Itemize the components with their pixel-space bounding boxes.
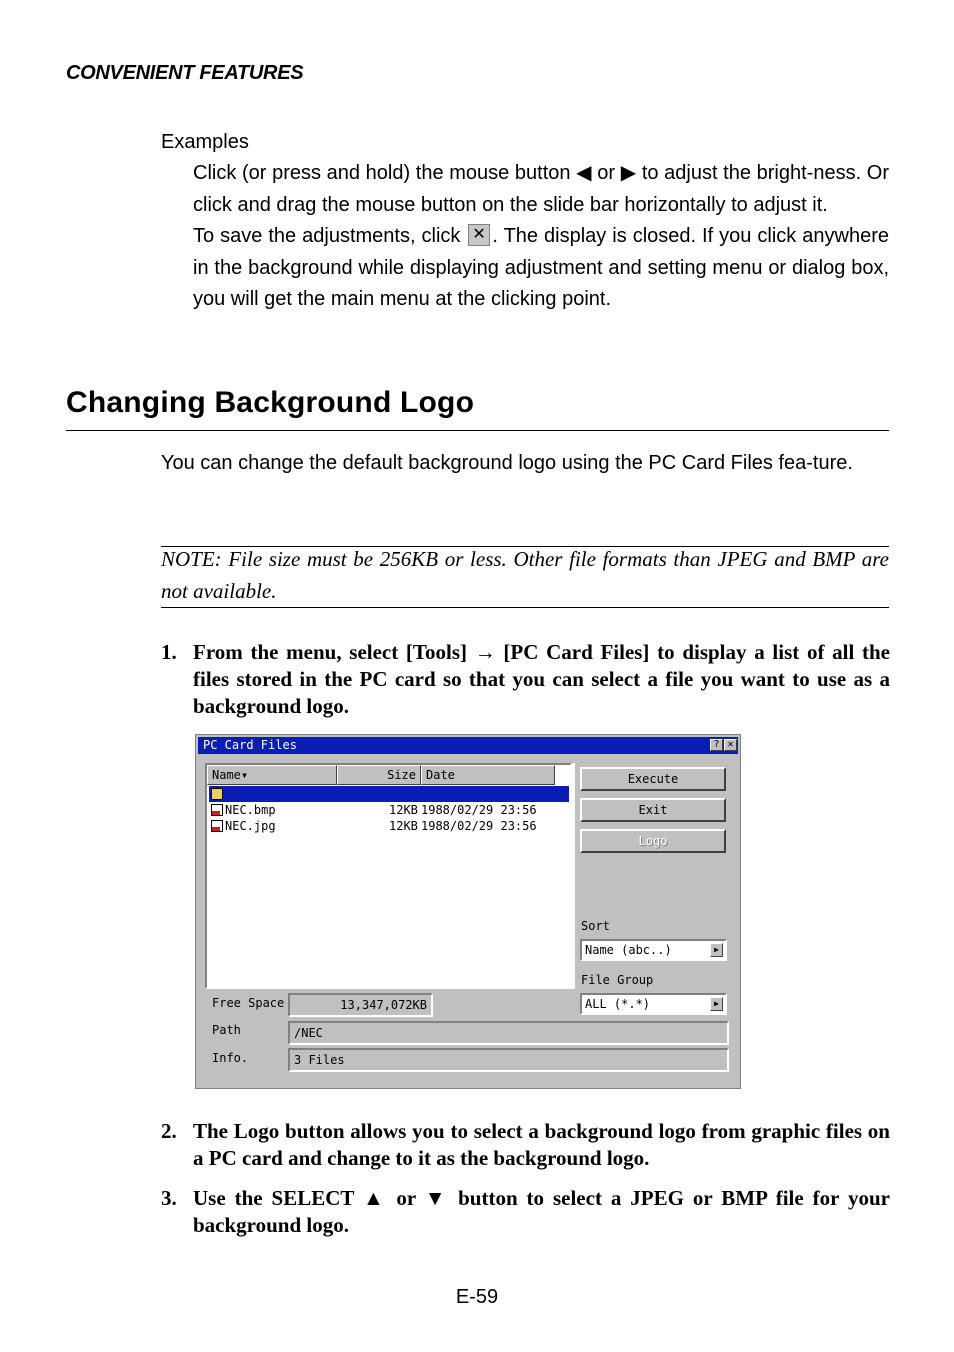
file-date: 1988/02/29 23:56 <box>421 803 537 817</box>
examples-p2-before: To save the adjustments, click <box>193 225 467 247</box>
file-size: 12KB <box>389 819 418 833</box>
column-size[interactable]: Size <box>337 765 421 785</box>
file-group-select[interactable] <box>580 993 727 1015</box>
intro-paragraph: You can change the default background logo using the PC Card Files fea-ture. <box>161 452 853 474</box>
step-text: The Logo button allows you to select a background logo from graphic files on a PC card and change to it as the background logo. <box>193 1119 890 1170</box>
free-space-label: Free Space <box>212 996 285 1010</box>
list-item[interactable] <box>209 802 569 818</box>
close-icon[interactable]: ✕ <box>724 739 737 751</box>
pc-card-files-dialog <box>195 734 741 1089</box>
file-size: 12KB <box>389 803 418 817</box>
free-space-field: 13,347,072KB <box>288 993 433 1017</box>
dropdown-arrow-icon[interactable]: ▶ <box>710 997 723 1011</box>
path-label: Path <box>212 1023 241 1037</box>
step-3 <box>161 1185 890 1239</box>
help-icon[interactable]: ? <box>710 739 723 751</box>
jpg-file-icon <box>211 820 223 832</box>
file-list-header <box>207 765 570 785</box>
column-date[interactable]: Date <box>421 765 555 785</box>
examples-block <box>193 158 889 316</box>
close-icon <box>468 224 490 246</box>
sort-value: Name (abc..) <box>585 943 672 957</box>
file-date: 1988/02/29 23:56 <box>421 819 537 833</box>
step-number: 3. <box>161 1186 177 1210</box>
title-underline <box>66 430 889 431</box>
file-group-value: ALL (*.*) <box>585 997 651 1011</box>
examples-p2-after: . The display is closed. If you click anywhere in the background while displaying adjustment and setting menu or dialog box, you will get the main menu at the clicking point. <box>193 225 889 310</box>
dropdown-arrow-icon[interactable]: ▶ <box>710 943 723 957</box>
step-2 <box>161 1118 890 1172</box>
bmp-file-icon <box>211 804 223 816</box>
path-field: /NEC <box>288 1021 729 1045</box>
logo-button[interactable]: Logo <box>580 829 726 853</box>
info-label: Info. <box>212 1051 249 1065</box>
list-item-folder[interactable] <box>209 786 569 802</box>
step-number: 1. <box>161 640 177 664</box>
sort-label: Sort <box>581 919 610 933</box>
section-title: Changing Background Logo <box>66 386 475 419</box>
step-1 <box>161 639 890 720</box>
file-name: NEC.bmp <box>225 803 276 817</box>
examples-paragraph-2 <box>193 221 889 316</box>
list-item[interactable] <box>209 818 569 834</box>
execute-button[interactable]: Execute <box>580 767 726 791</box>
note-bottom-rule <box>161 607 889 608</box>
examples-paragraph-1: Click (or press and hold) the mouse button ◀ or ▶ to adjust the bright-ness. Or click and drag the mouse button on the slide bar horizontally to adjust it. <box>193 162 889 216</box>
column-name[interactable]: Name▾ <box>207 765 337 785</box>
step-text: From the menu, select [Tools] → [PC Card Files] to display a list of all the files stored in the PC card so that you can select a file you want to use as a background logo. <box>193 640 890 718</box>
sort-select[interactable] <box>580 939 727 961</box>
file-list[interactable] <box>205 763 572 989</box>
examples-label: Examples <box>161 131 249 153</box>
file-group-label: File Group <box>581 973 654 987</box>
folder-icon <box>211 788 223 800</box>
file-name: NEC.jpg <box>225 819 276 833</box>
dialog-titlebar[interactable] <box>198 737 738 754</box>
info-field: 3 Files <box>288 1048 729 1072</box>
note-text: NOTE: File size must be 256KB or less. Other file formats than JPEG and BMP are not available. <box>161 547 889 603</box>
exit-button[interactable]: Exit <box>580 798 726 822</box>
dialog-title: PC Card Files <box>203 738 297 752</box>
step-text: Use the SELECT ▲ or ▼ button to select a JPEG or BMP file for your background logo. <box>193 1186 890 1237</box>
section-header: CONVENIENT FEATURES <box>66 62 304 84</box>
step-number: 2. <box>161 1119 177 1143</box>
page-number: E-59 <box>455 1286 499 1308</box>
list-scrollbar[interactable] <box>572 763 575 989</box>
